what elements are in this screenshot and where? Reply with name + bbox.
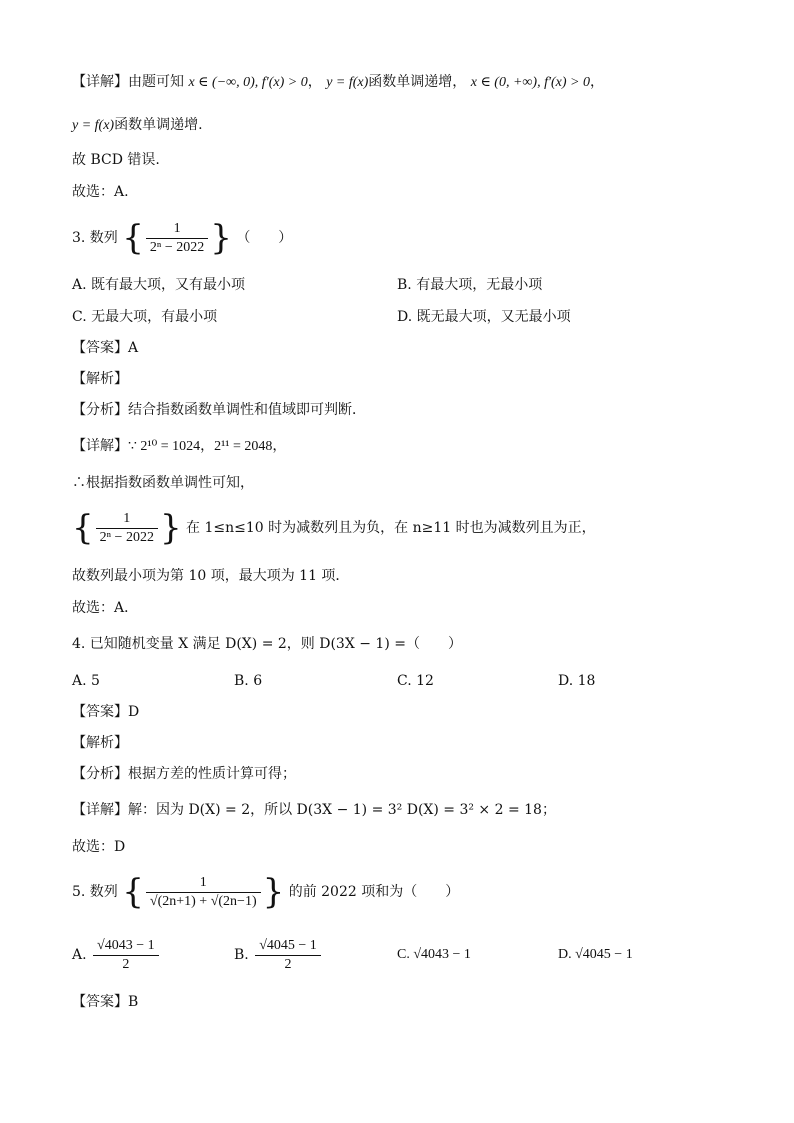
option-d: D. √4045 − 1 — [558, 947, 633, 962]
denominator: 2ⁿ − 2022 — [149, 239, 205, 255]
option-a: A. 5 — [72, 673, 100, 689]
numerator: 1 — [96, 510, 158, 529]
right-brace: } — [262, 872, 285, 912]
option-a: A. 既有最大项，又有最小项 — [72, 277, 246, 293]
math-inline: y = f(x) — [326, 75, 369, 90]
choice-line: 故选：A. — [72, 184, 129, 200]
fraction — [96, 510, 158, 547]
fraction — [255, 937, 321, 974]
detail-line-1 — [72, 72, 604, 93]
answer-5: 【答案】B — [72, 994, 139, 1010]
text: 由题可知 — [128, 74, 184, 90]
text: 在 1≤n≤10 时为减数列且为负，在 n≥11 时也为减数列且为正， — [186, 520, 596, 536]
question-number: 3. 数列 — [72, 230, 118, 246]
detail-4: 【详解】解：因为 D(X) = 2，所以 D(3X − 1) = 3² D(X) = 3² × 2 = 18； — [72, 802, 556, 818]
fraction — [146, 220, 208, 257]
numerator: √4045 − 1 — [255, 937, 321, 956]
right-brace: } — [159, 508, 182, 548]
left-brace: { — [72, 508, 94, 548]
left-brace: { — [122, 218, 144, 258]
answer-3: 【答案】A — [72, 340, 139, 356]
text: 函数单调递增， — [368, 74, 467, 90]
sequence-statement — [72, 508, 596, 548]
option-d: D. 18 — [558, 673, 596, 689]
numerator: 1 — [146, 874, 261, 893]
math-inline: x ∈ (0, +∞), f′(x) > 0 — [470, 75, 591, 90]
choice-3: 故选：A． — [72, 600, 139, 616]
text: 函数单调递增. — [114, 117, 203, 133]
denominator: 2 — [122, 956, 130, 972]
numerator: 1 — [146, 220, 208, 239]
question-3 — [72, 218, 292, 258]
option-c: C. √4043 − 1 — [397, 947, 471, 962]
analysis-heading-4: 【解析】 — [72, 735, 128, 751]
choice-4: 故选：D — [72, 839, 126, 855]
option-b: B. 有最大项，无最小项 — [397, 277, 543, 293]
denominator: √(2n+1) + √(2n−1) — [149, 893, 257, 909]
analysis-4: 【分析】根据方差的性质计算可得； — [72, 766, 296, 782]
denominator: 2 — [284, 956, 292, 972]
conclusion-3: 故数列最小项为第 10 项，最大项为 11 项． — [72, 568, 350, 584]
question-5 — [72, 872, 459, 912]
math-inline: x ∈ (−∞, 0), f′(x) > 0 — [188, 75, 308, 90]
therefore-line: ∴根据指数函数单调性可知， — [72, 475, 254, 491]
text: ， — [307, 74, 322, 90]
answer-4: 【答案】D — [72, 704, 140, 720]
option-b: B. 6 — [234, 673, 263, 689]
option-b — [234, 935, 323, 975]
detail-3 — [72, 436, 286, 457]
fraction — [93, 937, 159, 974]
analysis-3: 【分析】结合指数函数单调性和值域即可判断． — [72, 402, 366, 418]
option-d: D. 既无最大项，又无最小项 — [397, 309, 571, 325]
analysis-heading-3: 【解析】 — [72, 371, 128, 387]
tag-detail: 【详解】 — [72, 438, 128, 454]
numerator: √4043 − 1 — [93, 937, 159, 956]
option-c: C. 12 — [397, 673, 434, 689]
tag-detail: 【详解】 — [72, 74, 128, 90]
denominator: 2ⁿ − 2022 — [99, 529, 154, 545]
math-inline: y = f(x) — [72, 118, 115, 133]
fraction — [146, 874, 261, 911]
option-a — [72, 935, 161, 975]
option-label: B. — [234, 947, 249, 963]
conclusion-line: 故 BCD 错误. — [72, 152, 160, 168]
detail-line-2 — [72, 115, 203, 136]
math-inline: ∵ 2¹⁰ = 1024，2¹¹ = 2048， — [128, 439, 287, 454]
option-c: C. 无最大项，有最小项 — [72, 309, 218, 325]
text: ， — [590, 74, 605, 90]
left-brace: { — [122, 872, 144, 912]
blank: （ ） — [236, 230, 293, 246]
option-label: A. — [72, 947, 87, 963]
text: 的前 2022 项和为（ ） — [288, 884, 460, 900]
right-brace: } — [210, 218, 232, 258]
question-4: 4. 已知随机变量 X 满足 D(X) = 2，则 D(3X − 1) =（ ） — [72, 636, 462, 652]
question-number: 5. 数列 — [72, 884, 118, 900]
